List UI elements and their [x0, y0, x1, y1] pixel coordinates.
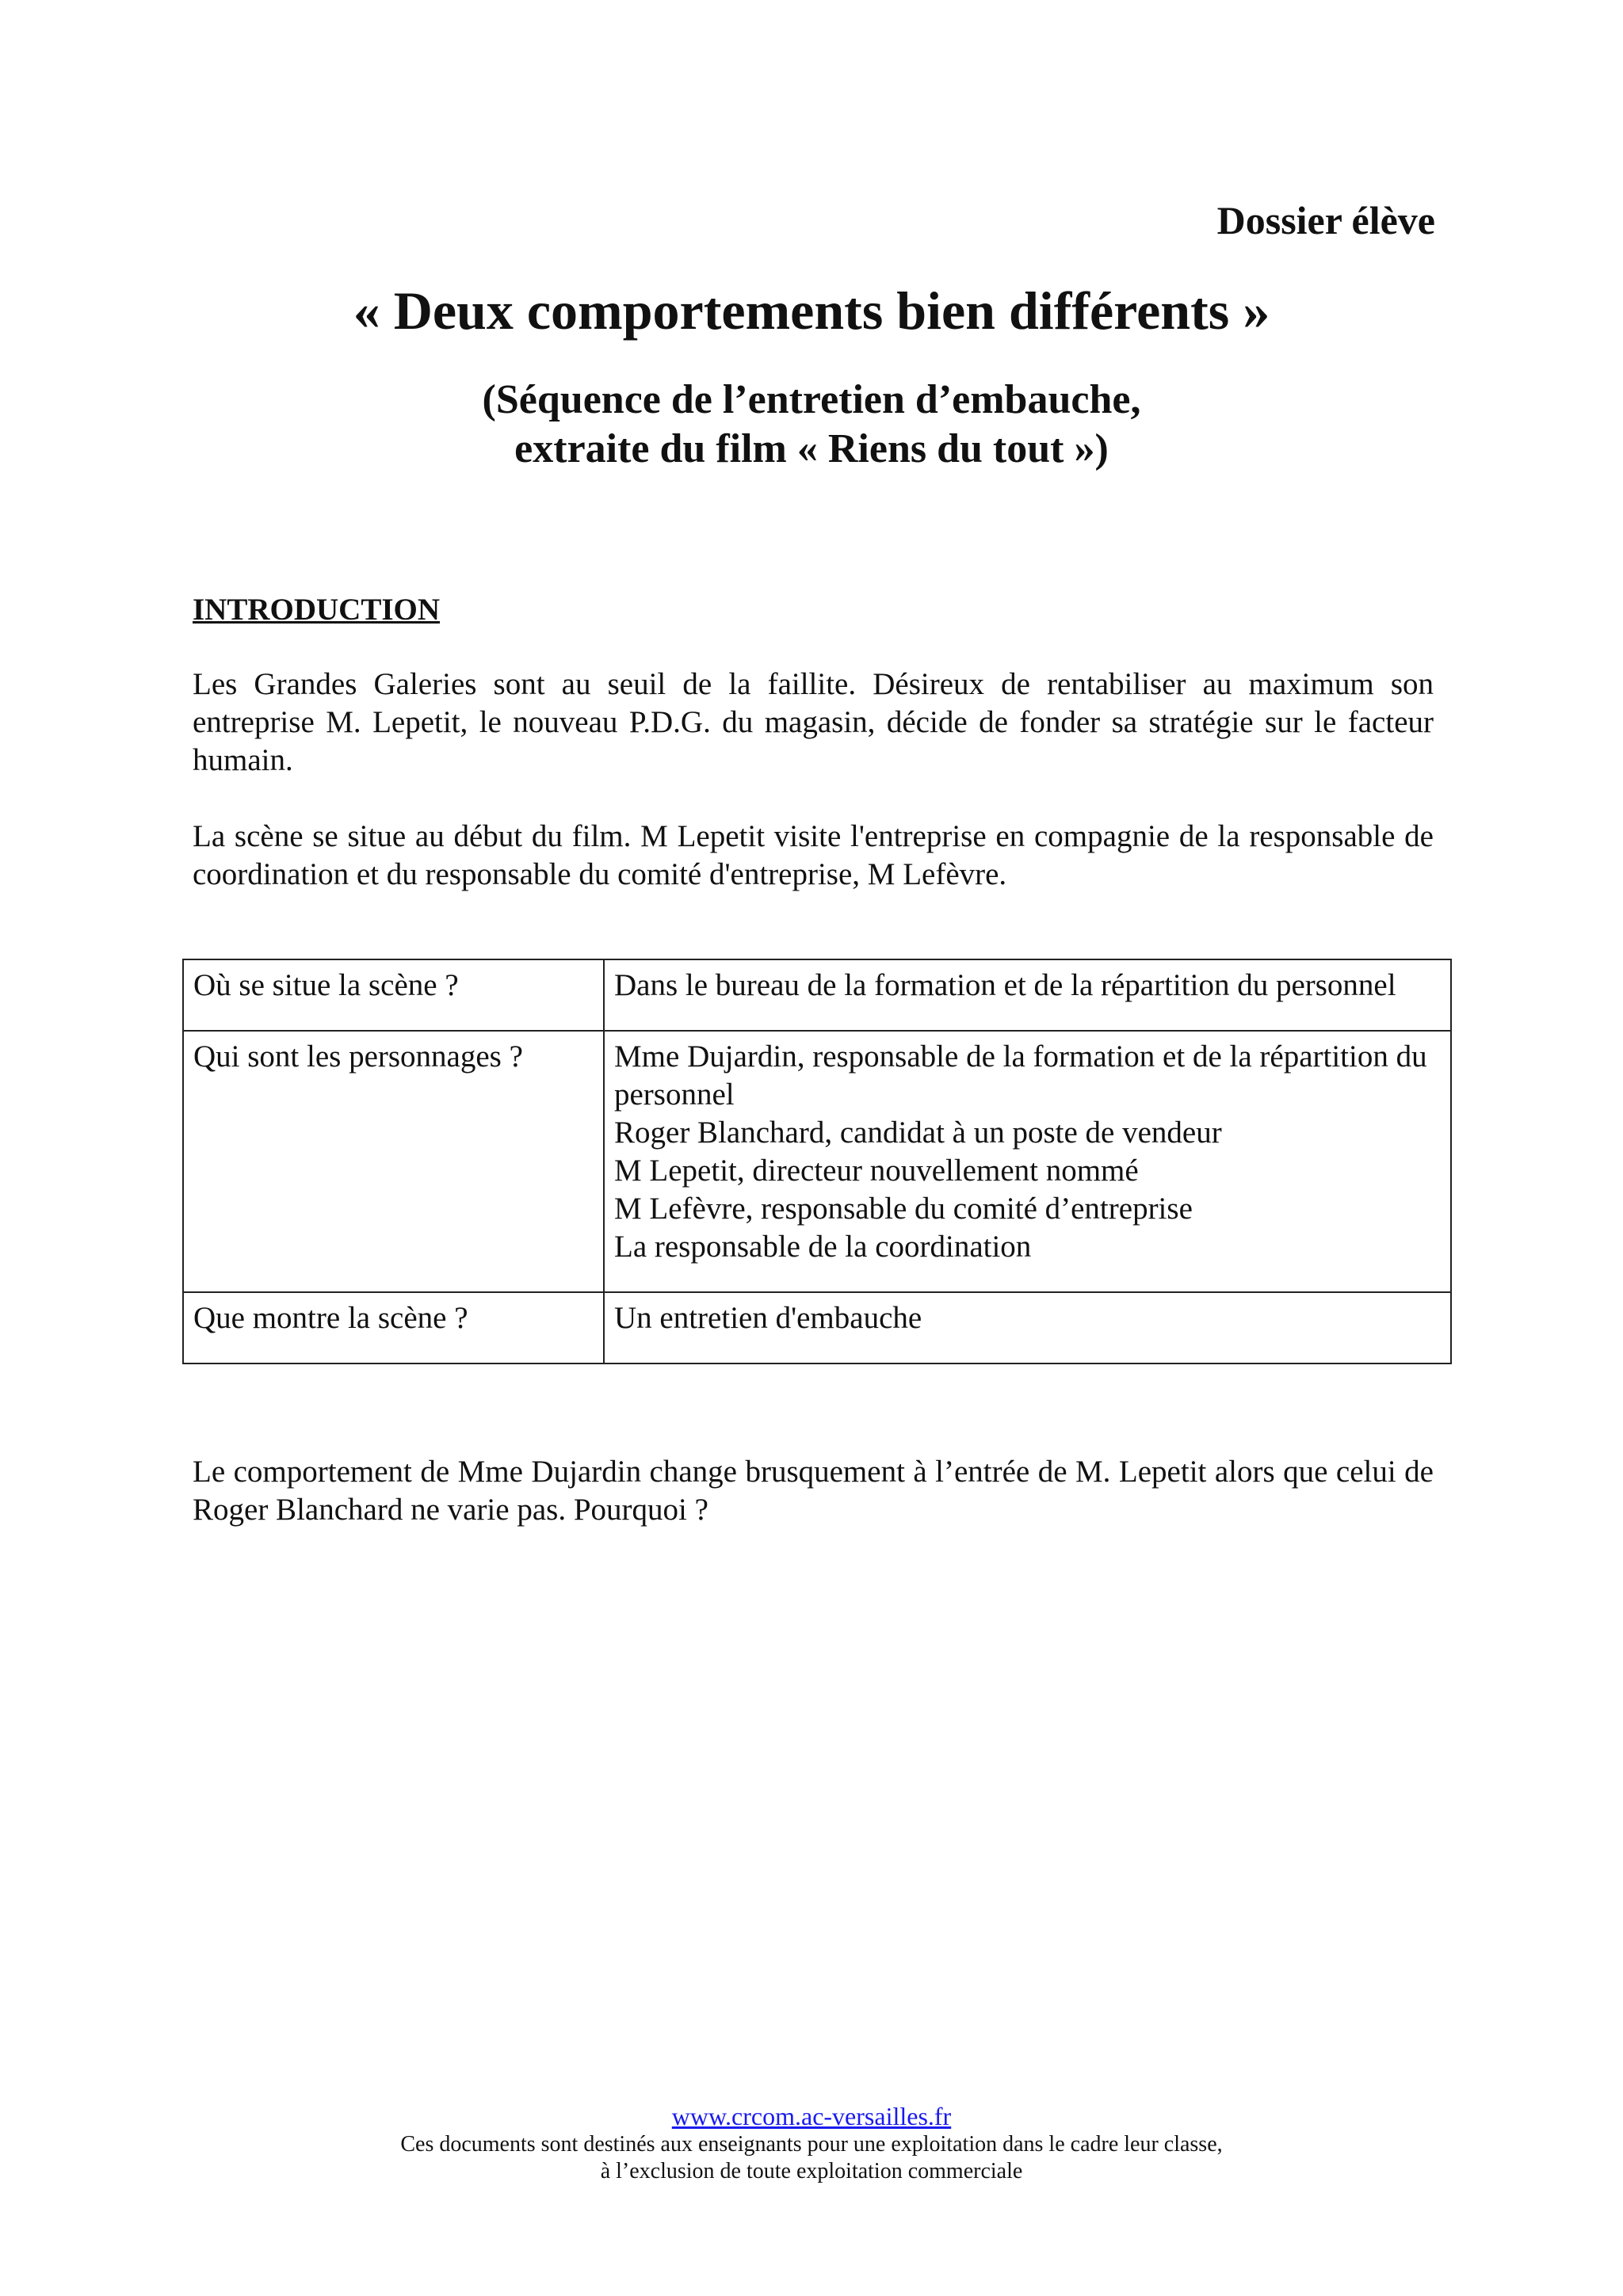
answer-line: Un entretien d'embauche	[614, 1301, 922, 1335]
answer-line: Dans le bureau de la formation et de la répartition du personnel	[614, 968, 1396, 1002]
table-answer-cell	[604, 959, 1451, 1031]
subtitle-line-2: extraite du film « Riens du tout »)	[514, 426, 1109, 471]
table-question-cell: Que montre la scène ?	[183, 1292, 604, 1363]
answer-line: Roger Blanchard, candidat à un poste de vendeur	[614, 1116, 1222, 1150]
question-paragraph: Le comportement de Mme Dujardin change brusquement à l’entrée de M. Lepetit alors que celui de Roger Blanchard ne varie pas. Pourquoi ?	[193, 1455, 1434, 1527]
table-answer-cell	[604, 1031, 1451, 1292]
introduction-heading: INTRODUCTION	[193, 593, 441, 627]
table-row	[183, 959, 1451, 1031]
page-footer	[0, 2101, 1623, 2185]
table-question-cell: Où se situe la scène ?	[183, 959, 604, 1031]
answer-line: Mme Dujardin, responsable de la formation et de la répartition du personnel	[614, 1039, 1427, 1112]
table-answer-cell	[604, 1292, 1451, 1363]
introduction-paragraph-1: Les Grandes Galeries sont au seuil de la faillite. Désireux de rentabiliser au maximum son entreprise M. Lepetit, le nouveau P.D.G. du magasin, décide de fonder sa stratégie sur le facteur humain.	[193, 667, 1434, 777]
footer-disclaimer-line-2: à l’exclusion de toute exploitation commerciale	[600, 2159, 1023, 2183]
introduction-paragraph-2: La scène se situe au début du film. M Lepetit visite l'entreprise en compagnie de la responsable de coordination et du responsable du comité d'entreprise, M Lefèvre.	[193, 819, 1434, 891]
footer-website-link[interactable]: www.crcom.ac-versailles.fr	[671, 2102, 952, 2130]
table-row	[183, 1292, 1451, 1363]
scene-info-table	[182, 959, 1452, 1364]
subtitle-line-1: (Séquence de l’entretien d’embauche,	[482, 377, 1141, 422]
table-row	[183, 1031, 1451, 1292]
document-title: « Deux comportements bien différents »	[353, 280, 1270, 341]
dossier-label: Dossier élève	[1216, 198, 1435, 242]
document-subtitle	[0, 376, 1623, 474]
answer-line: La responsable de la coordination	[614, 1230, 1032, 1264]
answer-line: M Lefèvre, responsable du comité d’entreprise	[614, 1192, 1193, 1226]
table-question-cell: Qui sont les personnages ?	[183, 1031, 604, 1292]
answer-line: M Lepetit, directeur nouvellement nommé	[614, 1154, 1139, 1188]
footer-disclaimer-line-1: Ces documents sont destinés aux enseignants pour une exploitation dans le cadre leur classe,	[400, 2132, 1223, 2157]
